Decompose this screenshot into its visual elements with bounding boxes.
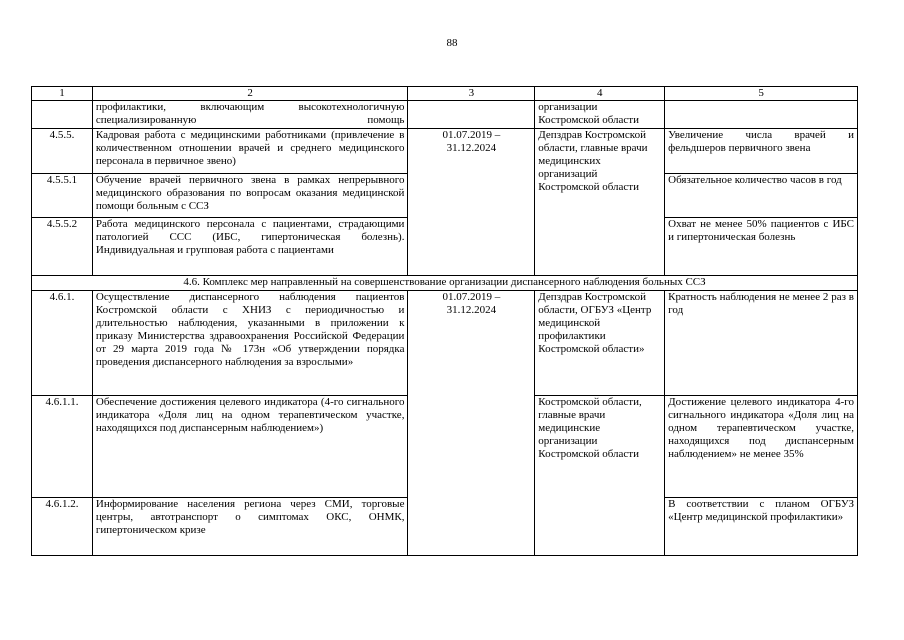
section-title: 4.6. Комплекс мер направленный на совершенствование организации диспансерного наблюдения больных ССЗ bbox=[32, 276, 858, 291]
item-number: 4.5.5. bbox=[32, 129, 93, 174]
item-result: Увеличение числа врачей и фельдшеров первичного звена bbox=[665, 129, 858, 174]
item-period bbox=[408, 101, 535, 129]
item-result: В соответствии с планом ОГБУЗ «Центр медицинской профилактики» bbox=[665, 498, 858, 556]
header-row bbox=[32, 87, 858, 101]
measures-table bbox=[31, 86, 858, 556]
item-description: Работа медицинского персонала с пациентами, страдающими патологией ССС (ИБС, гипертоническая болезнь). Индивидуальная и групповая работа с пациентами bbox=[92, 218, 408, 276]
item-result: Охват не менее 50% пациентов с ИБС и гипертоническая болезнь bbox=[665, 218, 858, 276]
item-result: Обязательное количество часов в год bbox=[665, 174, 858, 218]
item-number bbox=[32, 101, 93, 129]
item-result: Кратность наблюдения не менее 2 раз в год bbox=[665, 291, 858, 396]
item-result bbox=[665, 101, 858, 129]
item-result: Достижение целевого индикатора 4-го сигнального индикатора «Доля лиц на одном терапевтическом участке, находящихся под диспансерным наблюдением» не менее 35% bbox=[665, 396, 858, 498]
table-row bbox=[32, 291, 858, 396]
header-cell: 5 bbox=[665, 87, 858, 101]
item-responsible: Депздрав Костромской области, ОГБУЗ «Центр медицинской профилактики Костромской области» bbox=[535, 291, 665, 396]
section-row bbox=[32, 276, 858, 291]
item-number: 4.6.1.2. bbox=[32, 498, 93, 556]
period-end: 31.12.2024 bbox=[446, 304, 497, 316]
period-start: 01.07.2019 – bbox=[442, 129, 501, 141]
table-row bbox=[32, 101, 858, 129]
header-cell: 1 bbox=[32, 87, 93, 101]
item-period bbox=[408, 291, 535, 556]
item-responsible: организации Костромской области bbox=[535, 101, 665, 129]
item-responsible: Костромской области, главные врачи медицинские организации Костромской области bbox=[535, 396, 665, 556]
item-number: 4.5.5.2 bbox=[32, 218, 93, 276]
item-number: 4.5.5.1 bbox=[32, 174, 93, 218]
page-number: 88 bbox=[446, 37, 458, 49]
item-description: Осуществление диспансерного наблюдения пациентов Костромской области с ХНИЗ с периодичностью и длительностью наблюдения, указанными в приложении к приказу Министерства здравоохранения Российской Федерации от 29 марта 2019 года № 173н «Об утверждении порядка проведения диспансерного наблюдения за взрослыми» bbox=[92, 291, 408, 396]
table-row bbox=[32, 129, 858, 174]
item-responsible: Депздрав Костромской области, главные врачи медицинских организаций Костромской области bbox=[535, 129, 665, 276]
header-cell: 4 bbox=[535, 87, 665, 101]
item-number: 4.6.1.1. bbox=[32, 396, 93, 498]
item-description: Информирование населения региона через СМИ, торговые центры, автотранспорт о симптомах ОКС, ОНМК, гипертоническом кризе bbox=[92, 498, 408, 556]
item-number: 4.6.1. bbox=[32, 291, 93, 396]
item-description: Кадровая работа с медицинскими работниками (привлечение в количественном отношении врачей и среднего медицинского персонала в первичное звено) bbox=[92, 129, 408, 174]
item-description: профилактики, включающим высокотехнологичную специализированную помощь bbox=[92, 101, 408, 129]
header-cell: 3 bbox=[408, 87, 535, 101]
period-end: 31.12.2024 bbox=[446, 142, 497, 154]
item-description: Обеспечение достижения целевого индикатора (4-го сигнального индикатора «Доля лиц на одном терапевтическом участке, находящихся под диспансерным наблюдением») bbox=[92, 396, 408, 498]
item-description: Обучение врачей первичного звена в рамках непрерывного медицинского образования по вопросам оказания медицинской помощи больным с ССЗ bbox=[92, 174, 408, 218]
period-start: 01.07.2019 – bbox=[442, 291, 501, 303]
header-cell: 2 bbox=[92, 87, 408, 101]
item-period bbox=[408, 129, 535, 276]
